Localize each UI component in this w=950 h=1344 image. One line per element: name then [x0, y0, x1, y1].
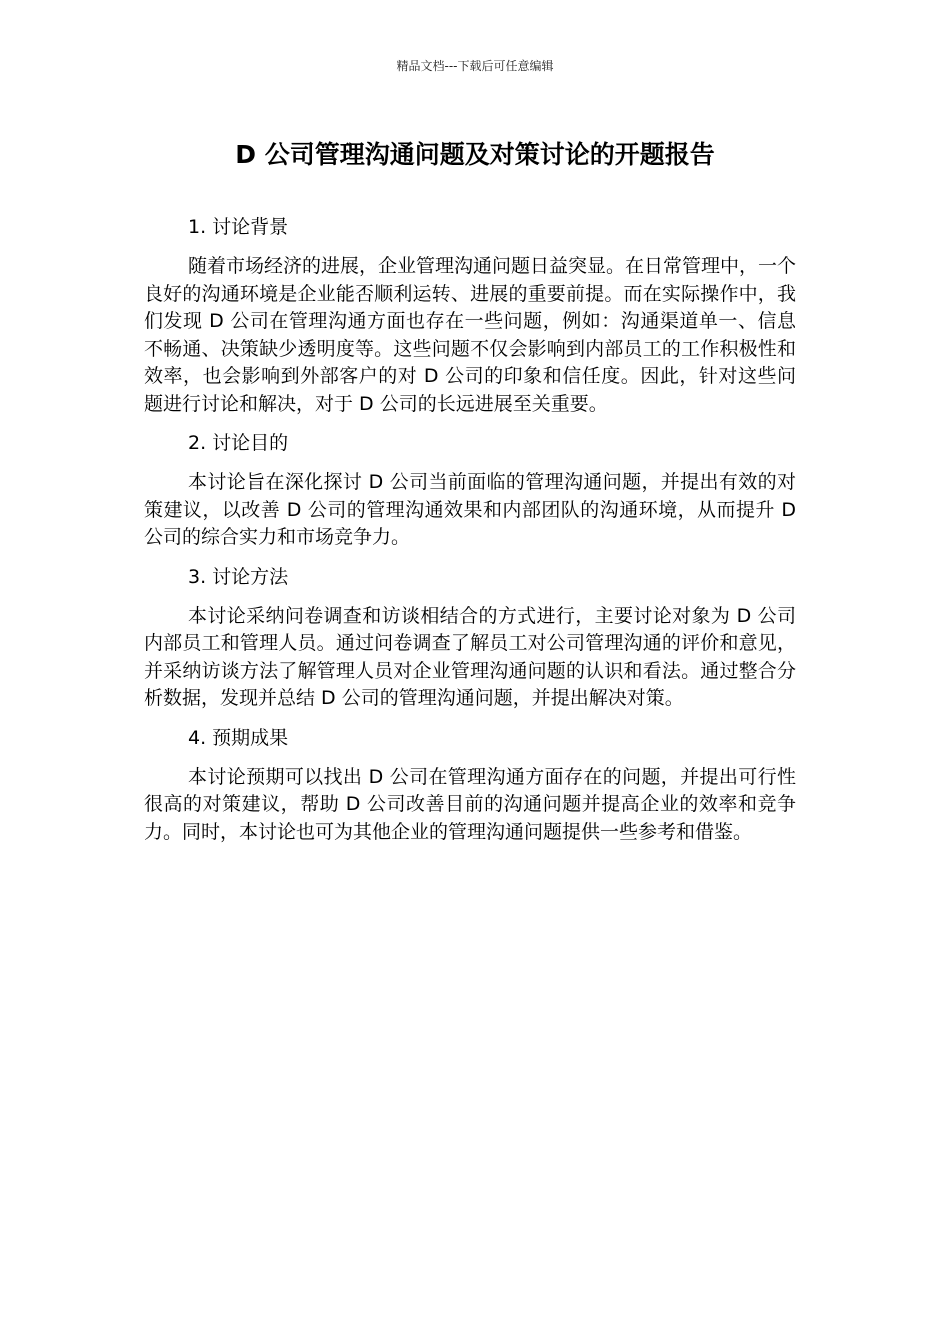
section-method — [144, 564, 796, 713]
section-heading: 1. 讨论背景 — [188, 216, 289, 238]
section-heading: 3. 讨论方法 — [188, 565, 289, 588]
section-purpose — [144, 430, 796, 552]
section-expected-results — [144, 725, 796, 847]
section-background — [144, 214, 796, 418]
document-content — [144, 214, 796, 858]
section-paragraph: 本讨论旨在深化探讨 D 公司当前面临的管理沟通问题，并提出有效的对策建议，以改善 D 公司的管理沟通效果和内部团队的沟通环境，从而提升 D 公司的综合实力和市场竞争力。 — [144, 471, 796, 548]
page-header: 精品文档---下载后可任意编辑 — [396, 59, 554, 73]
document-title: D 公司管理沟通问题及对策讨论的开题报告 — [235, 140, 715, 169]
section-paragraph: 本讨论采纳问卷调查和访谈相结合的方式进行，主要讨论对象为 D 公司内部员工和管理人员。通过问卷调查了解员工对公司管理沟通的评价和意见，并采纳访谈方法了解管理人员对企业管理沟通问题的认识和看法。通过整合分析数据，发现并总结 D 公司的管理沟通问题，并提出解决对策。 — [144, 604, 796, 709]
section-paragraph: 随着市场经济的进展，企业管理沟通问题日益突显。在日常管理中，一个良好的沟通环境是企业能否顺利运转、进展的重要前提。而在实际操作中，我们发现 D 公司在管理沟通方面也存在一些问题，例如：沟通渠道单一、信息不畅通、决策缺少透明度等。这些问题不仅会影响到内部员工的工作积极性和效率，也会影响到外部客户的对 D 公司的印象和信任度。因此，针对这些问题进行讨论和解决，对于 D 公司的长远进展至关重要。 — [144, 255, 797, 415]
section-paragraph: 本讨论预期可以找出 D 公司在管理沟通方面存在的问题，并提出可行性很高的对策建议，帮助 D 公司改善目前的沟通问题并提高企业的效率和竞争力。同时，本讨论也可为其他企业的管理沟通问题提供一些参考和借鉴。 — [144, 765, 796, 843]
section-heading: 4. 预期成果 — [188, 726, 289, 749]
section-heading: 2. 讨论目的 — [188, 432, 289, 454]
